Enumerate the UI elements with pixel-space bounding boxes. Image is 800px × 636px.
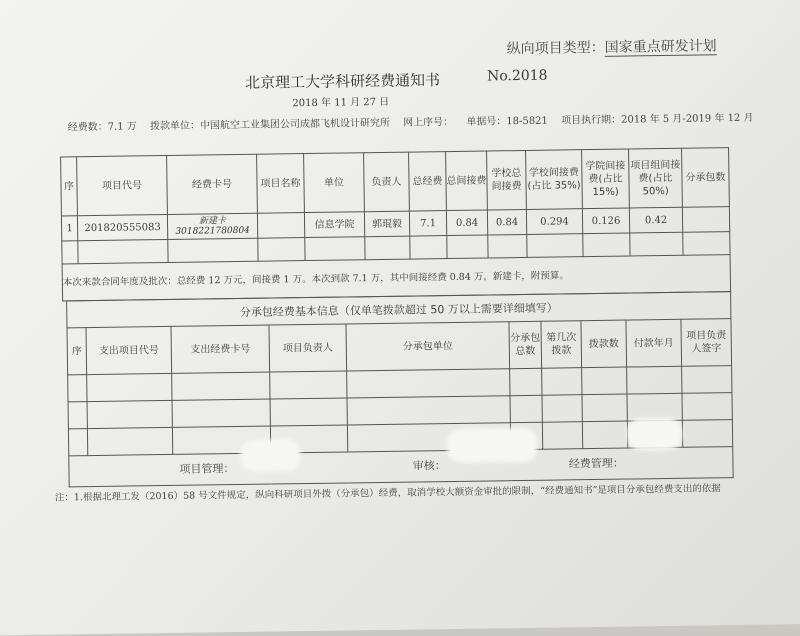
cell: 1 — [61, 216, 77, 241]
cell: 0.42 — [629, 207, 682, 233]
cell: 序 — [67, 328, 87, 375]
cell: 新建卡 3018221780804 — [167, 213, 257, 239]
cell: 付款年月 — [626, 319, 682, 367]
document-date: 2018 年 11 月 27 日 — [292, 96, 390, 110]
subcontract-title: 分承包经费基本信息（仅单笔拨款超过 50 万以上需要详细填写） — [67, 292, 731, 328]
cell — [365, 236, 410, 260]
cell: 经费卡号 — [167, 154, 258, 214]
cell: 学院间接费(占比 15%) — [582, 149, 630, 209]
project-mgmt-label: 项目管理： — [179, 462, 235, 476]
cell: 0.126 — [582, 208, 629, 234]
cell: 项目负责人签字 — [681, 319, 732, 367]
cell: 支出经费卡号 — [171, 325, 270, 373]
cell: 项目代号 — [77, 155, 168, 215]
subcontract-table — [66, 291, 734, 487]
redaction-blob — [627, 418, 682, 451]
cell: 201820555083 — [77, 214, 167, 240]
cell — [62, 241, 78, 264]
cell — [683, 232, 730, 256]
funding-amount: 经费数：7.1 万 — [67, 121, 137, 134]
fund-mgmt-label: 经费管理： — [568, 456, 624, 471]
cell: 序 — [61, 157, 78, 216]
footnote: 注：1.根据北理工发（2016）58 号文件规定，纵向科研项目外拨（分承包）经费，取消学校大额资金审批的限制，“经费通知书”是项目分承包经费支出的依据 — [54, 483, 721, 504]
project-type-label: 纵向项目类型： — [506, 39, 605, 58]
cell: 0.294 — [526, 209, 582, 235]
cell — [447, 235, 488, 259]
cell: 7.1 — [409, 211, 446, 237]
redaction-blob — [447, 428, 537, 463]
cell — [630, 232, 683, 256]
cell: 分承包总数 — [509, 321, 542, 368]
cell: 项目名称 — [257, 154, 305, 214]
cell — [78, 239, 168, 263]
cell — [410, 236, 447, 260]
cell: 单位 — [304, 153, 365, 213]
info-line — [68, 109, 764, 134]
cell — [258, 238, 305, 262]
redaction-blob — [240, 439, 300, 472]
online-number: 网上序号： — [403, 116, 454, 129]
cell: 郭琨毅 — [364, 211, 409, 237]
cell: 总经费 — [409, 152, 447, 212]
cell: 0.84 — [487, 209, 526, 235]
cell — [682, 207, 729, 233]
funding-note: 本次来款合同年度及批次：总经费 12 万元，间接费 1 万。本次到款 7.1 万，其中间接经费 0.84 万，新建卡，附预算。 — [62, 255, 730, 301]
cell — [488, 234, 527, 258]
cell: 项目负责人 — [269, 324, 347, 372]
project-type — [506, 35, 716, 58]
cell — [168, 238, 258, 262]
cell — [305, 237, 365, 261]
cell — [257, 213, 304, 239]
cell: 支出项目代号 — [86, 326, 172, 374]
cell: 学校间接费(占比 35%) — [526, 150, 583, 210]
cell: 拨款数 — [581, 320, 627, 368]
cell: 学校总间接费 — [487, 150, 527, 210]
cell — [583, 233, 630, 257]
document-number: No.2018 — [486, 67, 548, 85]
cell: 项目组间接费(占比 50%) — [629, 148, 683, 208]
cell: 分承包单位 — [346, 322, 510, 371]
cell: 分承包数 — [682, 148, 730, 208]
payer: 拨款单位：中国航空工业集团公司成都飞机设计研究所 — [149, 117, 391, 133]
cell: 负责人 — [364, 152, 410, 212]
document-title: 北京理工大学科研经费通知书 — [244, 71, 441, 92]
cell: 0.84 — [446, 210, 487, 236]
cell: 第几次拨款 — [541, 321, 582, 369]
main-table — [60, 147, 731, 301]
project-type-value: 国家重点研发计划 — [604, 38, 717, 56]
review-label: 审核： — [412, 459, 446, 473]
receipt-number: 单据号：18-5821 — [466, 115, 548, 128]
cell: 信息学院 — [304, 212, 364, 238]
header-row — [61, 148, 730, 216]
cell — [527, 234, 583, 258]
cell: 总间接费 — [446, 151, 488, 211]
execution-period: 项目执行期：2018 年 5 月-2019 年 12 月 — [560, 112, 754, 127]
